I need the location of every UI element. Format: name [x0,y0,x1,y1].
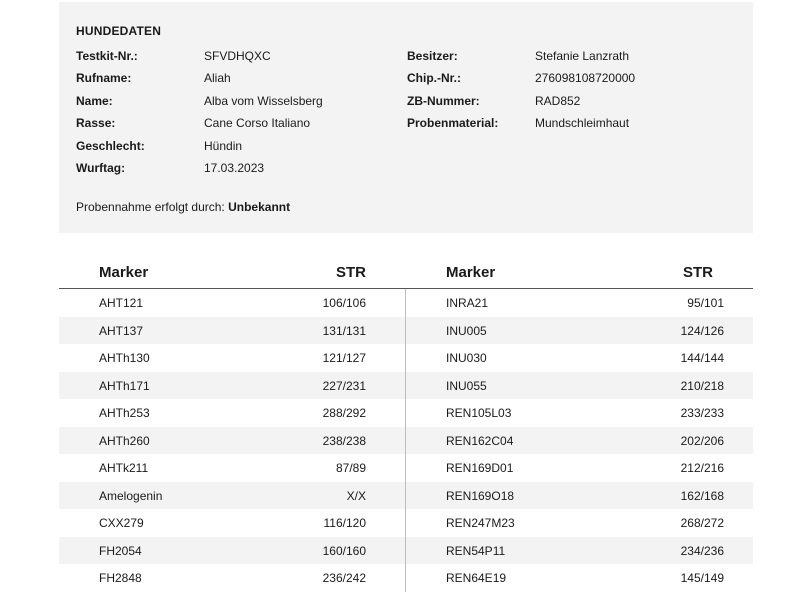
cell-str-left: 227/231 [322,378,366,393]
cell-str-left: 160/160 [322,543,366,558]
info-label: Rasse: [76,116,116,131]
cell-str-right: 268/272 [680,516,724,530]
info-value: Aliah [204,71,231,86]
info-value: SFVDHQXC [204,49,271,63]
info-value: Cane Corso Italiano [204,116,311,131]
table-row [59,427,753,455]
info-label: Chip.-Nr.: [407,71,461,86]
table-row [59,454,753,482]
cell-marker-left: AHTh253 [99,406,150,420]
cell-str-left: 116/120 [323,516,366,530]
info-label: Testkit-Nr.: [76,49,138,63]
cell-marker-left: CXX279 [99,516,144,530]
info-value: Alba vom Wisselsberg [204,93,323,108]
cell-marker-left: FH2848 [99,571,142,585]
cell-marker-left: AHTh130 [99,351,150,365]
table-row [59,537,753,565]
cell-str-right: 95/101 [687,296,724,310]
cell-str-right: 162/168 [680,488,724,503]
cell-str-right: 233/233 [680,406,724,420]
cell-str-left: 106/106 [322,296,366,310]
cell-marker-left: AHTh260 [99,433,150,448]
info-row [59,158,753,178]
cell-marker-right: REN162C04 [446,433,514,448]
cell-marker-left: FH2054 [99,543,142,558]
info-value: Hündin [204,138,243,153]
info-label: Wurftag: [76,161,126,175]
cell-marker-right: REN105L03 [446,406,512,420]
table-row [59,564,753,592]
info-label: Besitzer: [407,49,458,63]
info-label: Rufname: [76,71,132,86]
table-row [59,289,753,317]
info-label: Probenmaterial: [407,116,499,131]
info-label: Geschlecht: [76,138,145,153]
cell-marker-right: INU030 [446,351,487,365]
header-marker-left: Marker [99,264,149,281]
cell-str-right: 234/236 [680,543,724,558]
cell-marker-right: REN169D01 [446,461,514,475]
table-row [59,344,753,372]
cell-str-right: 212/216 [680,461,724,475]
cell-str-right: 210/218 [680,378,724,393]
table-row [59,509,753,537]
cell-str-left: 87/89 [335,461,366,475]
sampling-note [76,200,290,214]
cell-marker-right: REN54P11 [446,543,506,558]
cell-str-left: 238/238 [322,433,366,448]
cell-str-right: 124/126 [680,323,724,338]
cell-marker-left: Amelogenin [99,488,163,503]
cell-marker-right: INRA21 [446,296,489,310]
dog-data-panel [59,2,753,233]
info-row [59,91,753,111]
info-row [59,136,753,156]
info-row [59,46,753,66]
info-label: ZB-Nummer: [407,93,480,108]
info-value: Mundschleimhaut [535,116,630,131]
header-marker-right: Marker [446,264,496,281]
cell-str-left: 131/131 [322,323,366,338]
cell-str-right: 202/206 [680,433,724,448]
table-row [59,317,753,345]
info-row [59,113,753,133]
sampling-value: Unbekannt [228,200,291,214]
cell-marker-right: REN169O18 [446,488,515,503]
cell-marker-right: INU055 [446,378,487,393]
info-value: Stefanie Lanzrath [535,49,630,63]
table-row [59,482,753,510]
table-row [59,372,753,400]
cell-marker-right: REN247M23 [446,516,515,530]
cell-marker-left: AHTk211 [99,461,149,475]
info-value: RAD852 [535,93,581,108]
dog-data-title: HUNDEDATEN [76,24,162,38]
cell-str-right: 144/144 [680,351,724,365]
cell-str-left: 288/292 [322,406,366,420]
info-row [59,68,753,88]
info-value: 17.03.2023 [204,161,265,175]
header-str-right: STR [683,264,713,281]
cell-marker-left: AHTh171 [99,378,150,393]
cell-str-left: 121/127 [322,351,366,365]
marker-table [59,258,753,592]
sampling-prefix: Probennahme erfolgt durch: [76,200,225,214]
marker-table-body [59,289,753,592]
info-label: Name: [76,93,113,108]
info-value: 276098108720000 [535,71,636,86]
cell-marker-right: INU005 [446,323,487,338]
cell-marker-left: AHT121 [99,296,144,310]
cell-marker-left: AHT137 [99,323,144,338]
marker-table-header [59,258,753,289]
column-divider [405,289,406,592]
cell-str-right: 145/149 [680,571,724,585]
cell-str-left: X/X [346,488,366,503]
header-str-left: STR [336,264,366,281]
cell-marker-right: REN64E19 [446,571,507,585]
cell-str-left: 236/242 [322,571,366,585]
table-row [59,399,753,427]
